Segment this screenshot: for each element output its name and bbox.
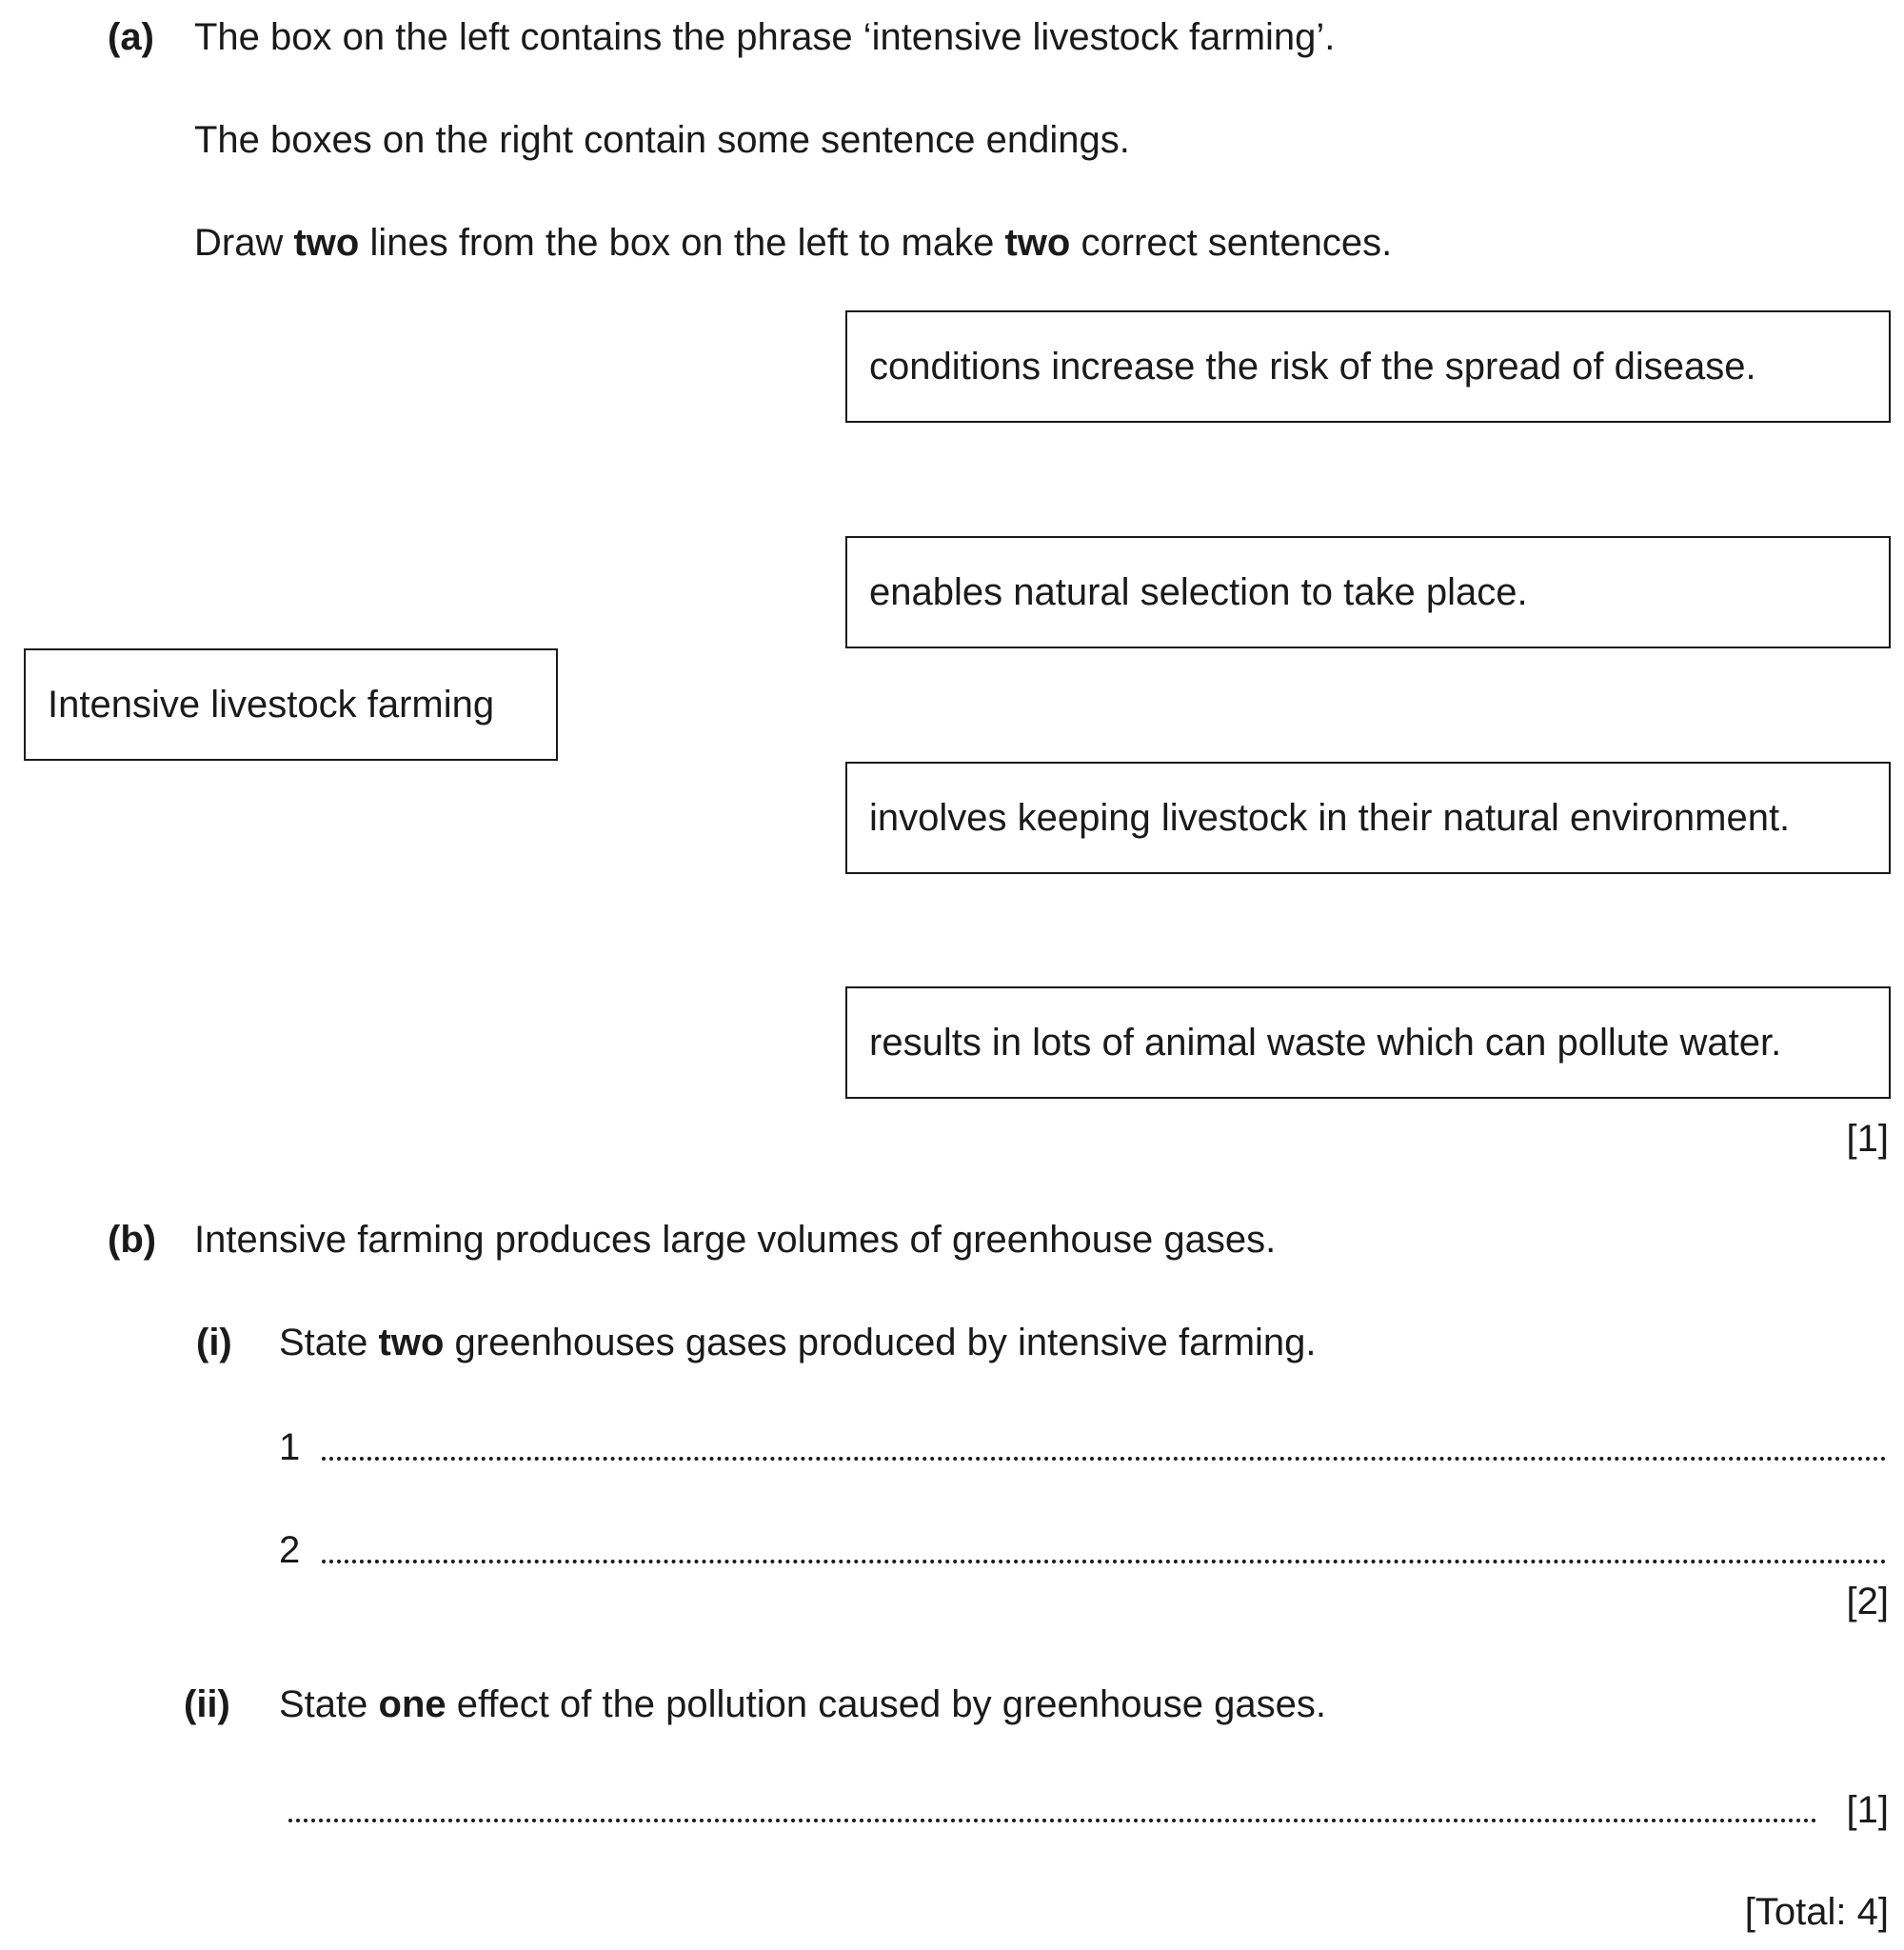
answer-line-2-number: 2 — [279, 1529, 301, 1571]
instruction-bold-2: two — [1004, 222, 1071, 264]
sentence-ending-box-1[interactable] — [845, 310, 1891, 423]
answer-line-2[interactable] — [322, 1560, 1887, 1563]
instruction-text-3: correct sentences. — [1070, 222, 1393, 264]
part-b-label: (b) — [108, 1219, 157, 1261]
part-b-i-text-2: greenhouses gases produced by intensive farming. — [444, 1322, 1317, 1363]
sentence-ending-text-3: involves keeping livestock in their natural environment. — [869, 796, 1791, 839]
answer-line-3[interactable] — [288, 1819, 1817, 1822]
sentence-ending-box-3[interactable] — [845, 762, 1891, 874]
part-b-ii-label: (ii) — [184, 1683, 230, 1725]
phrase-text: Intensive livestock farming — [48, 683, 495, 726]
part-a-label: (a) — [108, 16, 154, 58]
part-b-ii-text-1: State — [279, 1683, 379, 1725]
answer-line-1-number: 1 — [279, 1426, 301, 1468]
part-b-i-text-1: State — [279, 1322, 379, 1363]
sentence-ending-text-4: results in lots of animal waste which can pollute water. — [869, 1021, 1782, 1064]
phrase-box[interactable] — [24, 648, 558, 761]
part-b-i-question — [279, 1323, 1317, 1362]
sentence-ending-box-2[interactable] — [845, 536, 1891, 648]
part-b-i-marks: [2] — [1846, 1581, 1889, 1622]
instruction-text-2: lines from the box on the left to make — [359, 222, 1005, 264]
answer-line-1[interactable] — [322, 1457, 1887, 1461]
part-b-ii-question — [279, 1685, 1326, 1723]
part-b-ii-bold: one — [378, 1683, 446, 1725]
part-b-ii-marks: [1] — [1846, 1789, 1889, 1831]
part-a-instruction — [194, 224, 1392, 262]
part-b-i-label: (i) — [196, 1322, 232, 1363]
sentence-ending-box-4[interactable] — [845, 986, 1891, 1099]
part-b-i-bold: two — [378, 1322, 445, 1363]
part-b-ii-text-2: effect of the pollution caused by greenhouse gases. — [446, 1683, 1326, 1725]
part-a-intro: The box on the left contains the phrase ‘intensive livestock farming’. — [194, 16, 1336, 58]
part-a-description: The boxes on the right contain some sentence endings. — [194, 119, 1130, 161]
part-b-intro: Intensive farming produces large volumes of greenhouse gases. — [194, 1219, 1277, 1261]
instruction-bold-1: two — [293, 222, 360, 264]
part-a-marks: [1] — [1846, 1118, 1889, 1160]
instruction-text-1: Draw — [194, 222, 294, 264]
sentence-ending-text-2: enables natural selection to take place. — [869, 570, 1528, 613]
sentence-ending-text-1: conditions increase the risk of the spread of disease. — [869, 345, 1756, 388]
total-marks: [Total: 4] — [1744, 1891, 1889, 1933]
